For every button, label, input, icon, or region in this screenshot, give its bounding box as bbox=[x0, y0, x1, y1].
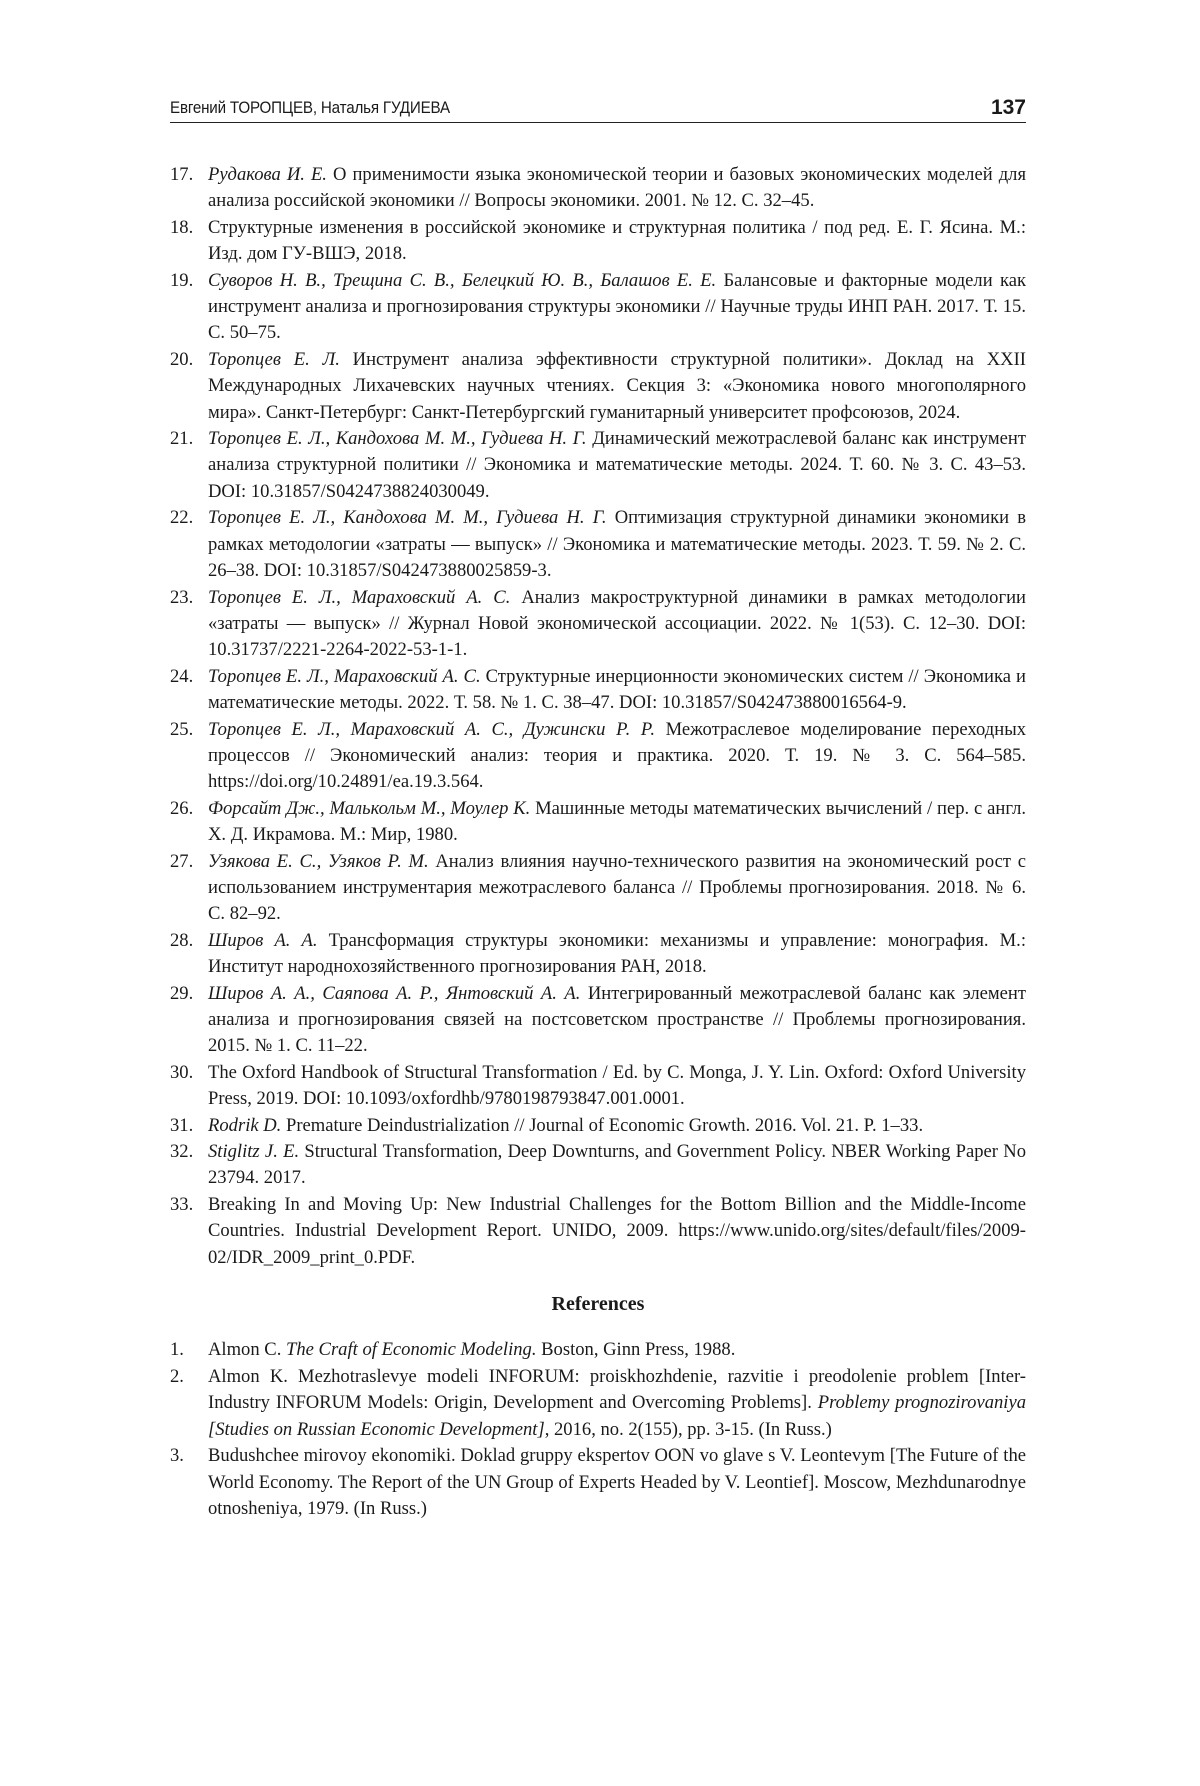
page-number: 137 bbox=[991, 97, 1026, 118]
reference-details: , 2016, no. 2(155), pp. 3-15. (In Russ.) bbox=[545, 1419, 832, 1440]
reference-text: Almon C. bbox=[208, 1339, 286, 1360]
entry-number: 24. bbox=[170, 664, 202, 690]
bibliography-entry bbox=[170, 585, 1026, 664]
entry-authors: Рудакова И. Е. bbox=[208, 164, 327, 185]
entry-text: Машинные методы математических вычислений / пер. с англ. Х. Д. Икрамова. М.: Мир, 1980. bbox=[208, 798, 1026, 845]
bibliography-entry bbox=[170, 215, 1026, 268]
entry-text: Breaking In and Moving Up: New Industrial Challenges for the Bottom Billion and the Middle-Income Countries. Industrial Development Report. UNIDO, 2009. https://www.unido.org/sites/default/files/2009-02/IDR_2009_print_0.PDF. bbox=[208, 1194, 1026, 1268]
bibliography-entry bbox=[170, 1060, 1026, 1113]
entry-number: 28. bbox=[170, 928, 202, 954]
reference-number: 3. bbox=[170, 1443, 202, 1469]
entry-text: The Oxford Handbook of Structural Transformation / Ed. by C. Monga, J. Y. Lin. Oxford: Oxford University Press, 2019. DOI: 10.1093/oxfordhb/9780198793847.001.0001. bbox=[208, 1062, 1026, 1109]
page bbox=[0, 0, 1200, 1786]
bibliography-entry bbox=[170, 347, 1026, 426]
entry-authors: Rodrik D. bbox=[208, 1115, 281, 1136]
bibliography-entry bbox=[170, 162, 1026, 215]
entry-text: Инструмент анализа эффективности структурной политики». Доклад на XXII Международных Лихачевских научных чтениях. Секция 3: «Экономика нового многополярного мира». Санкт-Петербург: Санкт-Петербургский гуманитарный университет профсоюзов, 2024. bbox=[208, 349, 1026, 423]
reference-entry bbox=[170, 1364, 1026, 1443]
bibliography-section bbox=[170, 162, 1026, 1522]
entry-number: 23. bbox=[170, 585, 202, 611]
reference-text: Almon K. Mezhotraslevye modeli INFORUM: proiskhozhdenie, razvitie i preodolenie problem [Inter-Industry INFORUM Models: Origin, Development and Overcoming Problems]. bbox=[208, 1366, 1026, 1413]
entry-authors: Торопцев Е. Л., Мараховский А. С. bbox=[208, 666, 481, 687]
reference-number: 2. bbox=[170, 1364, 202, 1390]
reference-source-title: The Craft of Economic Modeling. bbox=[286, 1339, 536, 1360]
reference-text: Budushchee mirovoy ekonomiki. Doklad gruppy ekspertov OON vo glave s V. Leontevym [The Future of the World Economy. The Report of the UN Group of Experts Headed by V. Leontief]. Moscow, Mezhdunarodnye otnosheniya, 1979. (In Russ.) bbox=[208, 1445, 1026, 1519]
entry-authors: Stiglitz J. E. bbox=[208, 1141, 299, 1162]
bibliography-entry bbox=[170, 928, 1026, 981]
bibliography-entry bbox=[170, 505, 1026, 584]
entry-authors: Торопцев Е. Л. bbox=[208, 349, 340, 370]
entry-number: 27. bbox=[170, 849, 202, 875]
entry-text: Оптимизация структурной динамики экономики в рамках методологии «затраты — выпуск» // Экономика и математические методы. 2023. Т. 59. № 2. С. 26–38. DOI: 10.31857/S042473880025859-3. bbox=[208, 507, 1026, 581]
entry-text: Межотраслевое моделирование переходных процессов // Экономический анализ: теория и практика. 2020. Т. 19. № 3. С. 564–585. https://doi.org/10.24891/ea.19.3.564. bbox=[208, 719, 1026, 793]
references-list bbox=[170, 1337, 1026, 1522]
reference-source-title: Problemy prognozirovaniya [Studies on Russian Economic Development] bbox=[208, 1392, 1026, 1439]
bibliography-entry bbox=[170, 796, 1026, 849]
entry-authors: Торопцев Е. Л., Кандохова М. М., Гудиева Н. Г. bbox=[208, 507, 607, 528]
bibliography-entry bbox=[170, 268, 1026, 347]
entry-text: Структурные инерционности экономических систем // Экономика и математические методы. 2022. Т. 58. № 1. С. 38–47. DOI: 10.31857/S042473880016564-9. bbox=[208, 666, 1026, 713]
entry-text: О применимости языка экономической теории и базовых экономических моделей для анализа российской экономики // Вопросы экономики. 2001. № 12. С. 32–45. bbox=[208, 164, 1026, 211]
bibliography-entry bbox=[170, 849, 1026, 928]
references-heading: References bbox=[170, 1291, 1026, 1317]
running-header bbox=[170, 88, 1026, 123]
reference-number: 1. bbox=[170, 1337, 202, 1363]
reference-entry bbox=[170, 1337, 1026, 1363]
entry-number: 30. bbox=[170, 1060, 202, 1086]
bibliography-entry bbox=[170, 664, 1026, 717]
entry-authors: Широв А. А. bbox=[208, 930, 318, 951]
entry-number: 29. bbox=[170, 981, 202, 1007]
entry-text: Балансовые и факторные модели как инструмент анализа и прогнозирования структуры экономики // Научные труды ИНП РАН. 2017. Т. 15. С. 50–75. bbox=[208, 270, 1026, 344]
bibliography-entry bbox=[170, 981, 1026, 1060]
entry-number: 25. bbox=[170, 717, 202, 743]
entry-number: 26. bbox=[170, 796, 202, 822]
entry-number: 17. bbox=[170, 162, 202, 188]
entry-number: 31. bbox=[170, 1113, 202, 1139]
entry-text: Трансформация структуры экономики: механизмы и управление: монография. М.: Институт народнохозяйственного прогнозирования РАН, 2018. bbox=[208, 930, 1026, 977]
bibliography-list bbox=[170, 162, 1026, 1271]
entry-number: 33. bbox=[170, 1192, 202, 1218]
header-authors: Евгений ТОРОПЦЕВ, Наталья ГУДИЕВА bbox=[170, 99, 450, 118]
entry-text: Анализ влияния научно-технического развития на экономический рост с использованием инструментария межотраслевого баланса // Проблемы прогнозирования. 2018. № 6. С. 82–92. bbox=[208, 851, 1026, 925]
entry-authors: Торопцев Е. Л., Мараховский А. С. bbox=[208, 587, 510, 608]
entry-number: 22. bbox=[170, 505, 202, 531]
entry-number: 18. bbox=[170, 215, 202, 241]
entry-authors: Торопцев Е. Л., Мараховский А. С., Дужински Р. Р. bbox=[208, 719, 655, 740]
entry-authors: Торопцев Е. Л., Кандохова М. М., Гудиева Н. Г. bbox=[208, 428, 587, 449]
entry-authors: Суворов Н. В., Трещина С. В., Белецкий Ю. В., Балашов Е. Е. bbox=[208, 270, 716, 291]
bibliography-entry bbox=[170, 1113, 1026, 1139]
bibliography-entry bbox=[170, 1139, 1026, 1192]
entry-text: Structural Transformation, Deep Downturns, and Government Policy. NBER Working Paper No 23794. 2017. bbox=[208, 1141, 1026, 1188]
entry-text: Premature Deindustrialization // Journal of Economic Growth. 2016. Vol. 21. P. 1–33. bbox=[281, 1115, 923, 1136]
entry-number: 19. bbox=[170, 268, 202, 294]
bibliography-entry bbox=[170, 1192, 1026, 1271]
entry-text: Интегрированный межотраслевой баланс как элемент анализа и прогнозирования связей на постсоветском пространстве // Проблемы прогнозирования. 2015. № 1. С. 11–22. bbox=[208, 983, 1026, 1057]
entry-authors: Форсайт Дж., Малькольм М., Моулер К. bbox=[208, 798, 530, 819]
bibliography-entry bbox=[170, 426, 1026, 505]
entry-authors: Широв А. А., Саяпова А. Р., Янтовский А. А. bbox=[208, 983, 580, 1004]
entry-text: Динамический межотраслевой баланс как инструмент анализа структурной политики // Экономика и математические методы. 2024. Т. 60. № 3. С. 43–53. DOI: 10.31857/S0424738824030049. bbox=[208, 428, 1026, 502]
bibliography-entry bbox=[170, 717, 1026, 796]
reference-details: Boston, Ginn Press, 1988. bbox=[536, 1339, 735, 1360]
entry-number: 32. bbox=[170, 1139, 202, 1165]
entry-text: Структурные изменения в российской экономике и структурная политика / под ред. Е. Г. Ясина. М.: Изд. дом ГУ-ВШЭ, 2018. bbox=[208, 217, 1026, 264]
entry-text: Анализ макроструктурной динамики в рамках методологии «затраты — выпуск» // Журнал Новой экономической ассоциации. 2022. № 1(53). С. 12–30. DOI: 10.31737/2221-2264-2022-53-1-1. bbox=[208, 587, 1026, 661]
entry-number: 21. bbox=[170, 426, 202, 452]
reference-entry bbox=[170, 1443, 1026, 1522]
entry-authors: Узякова Е. С., Узяков Р. М. bbox=[208, 851, 429, 872]
entry-number: 20. bbox=[170, 347, 202, 373]
